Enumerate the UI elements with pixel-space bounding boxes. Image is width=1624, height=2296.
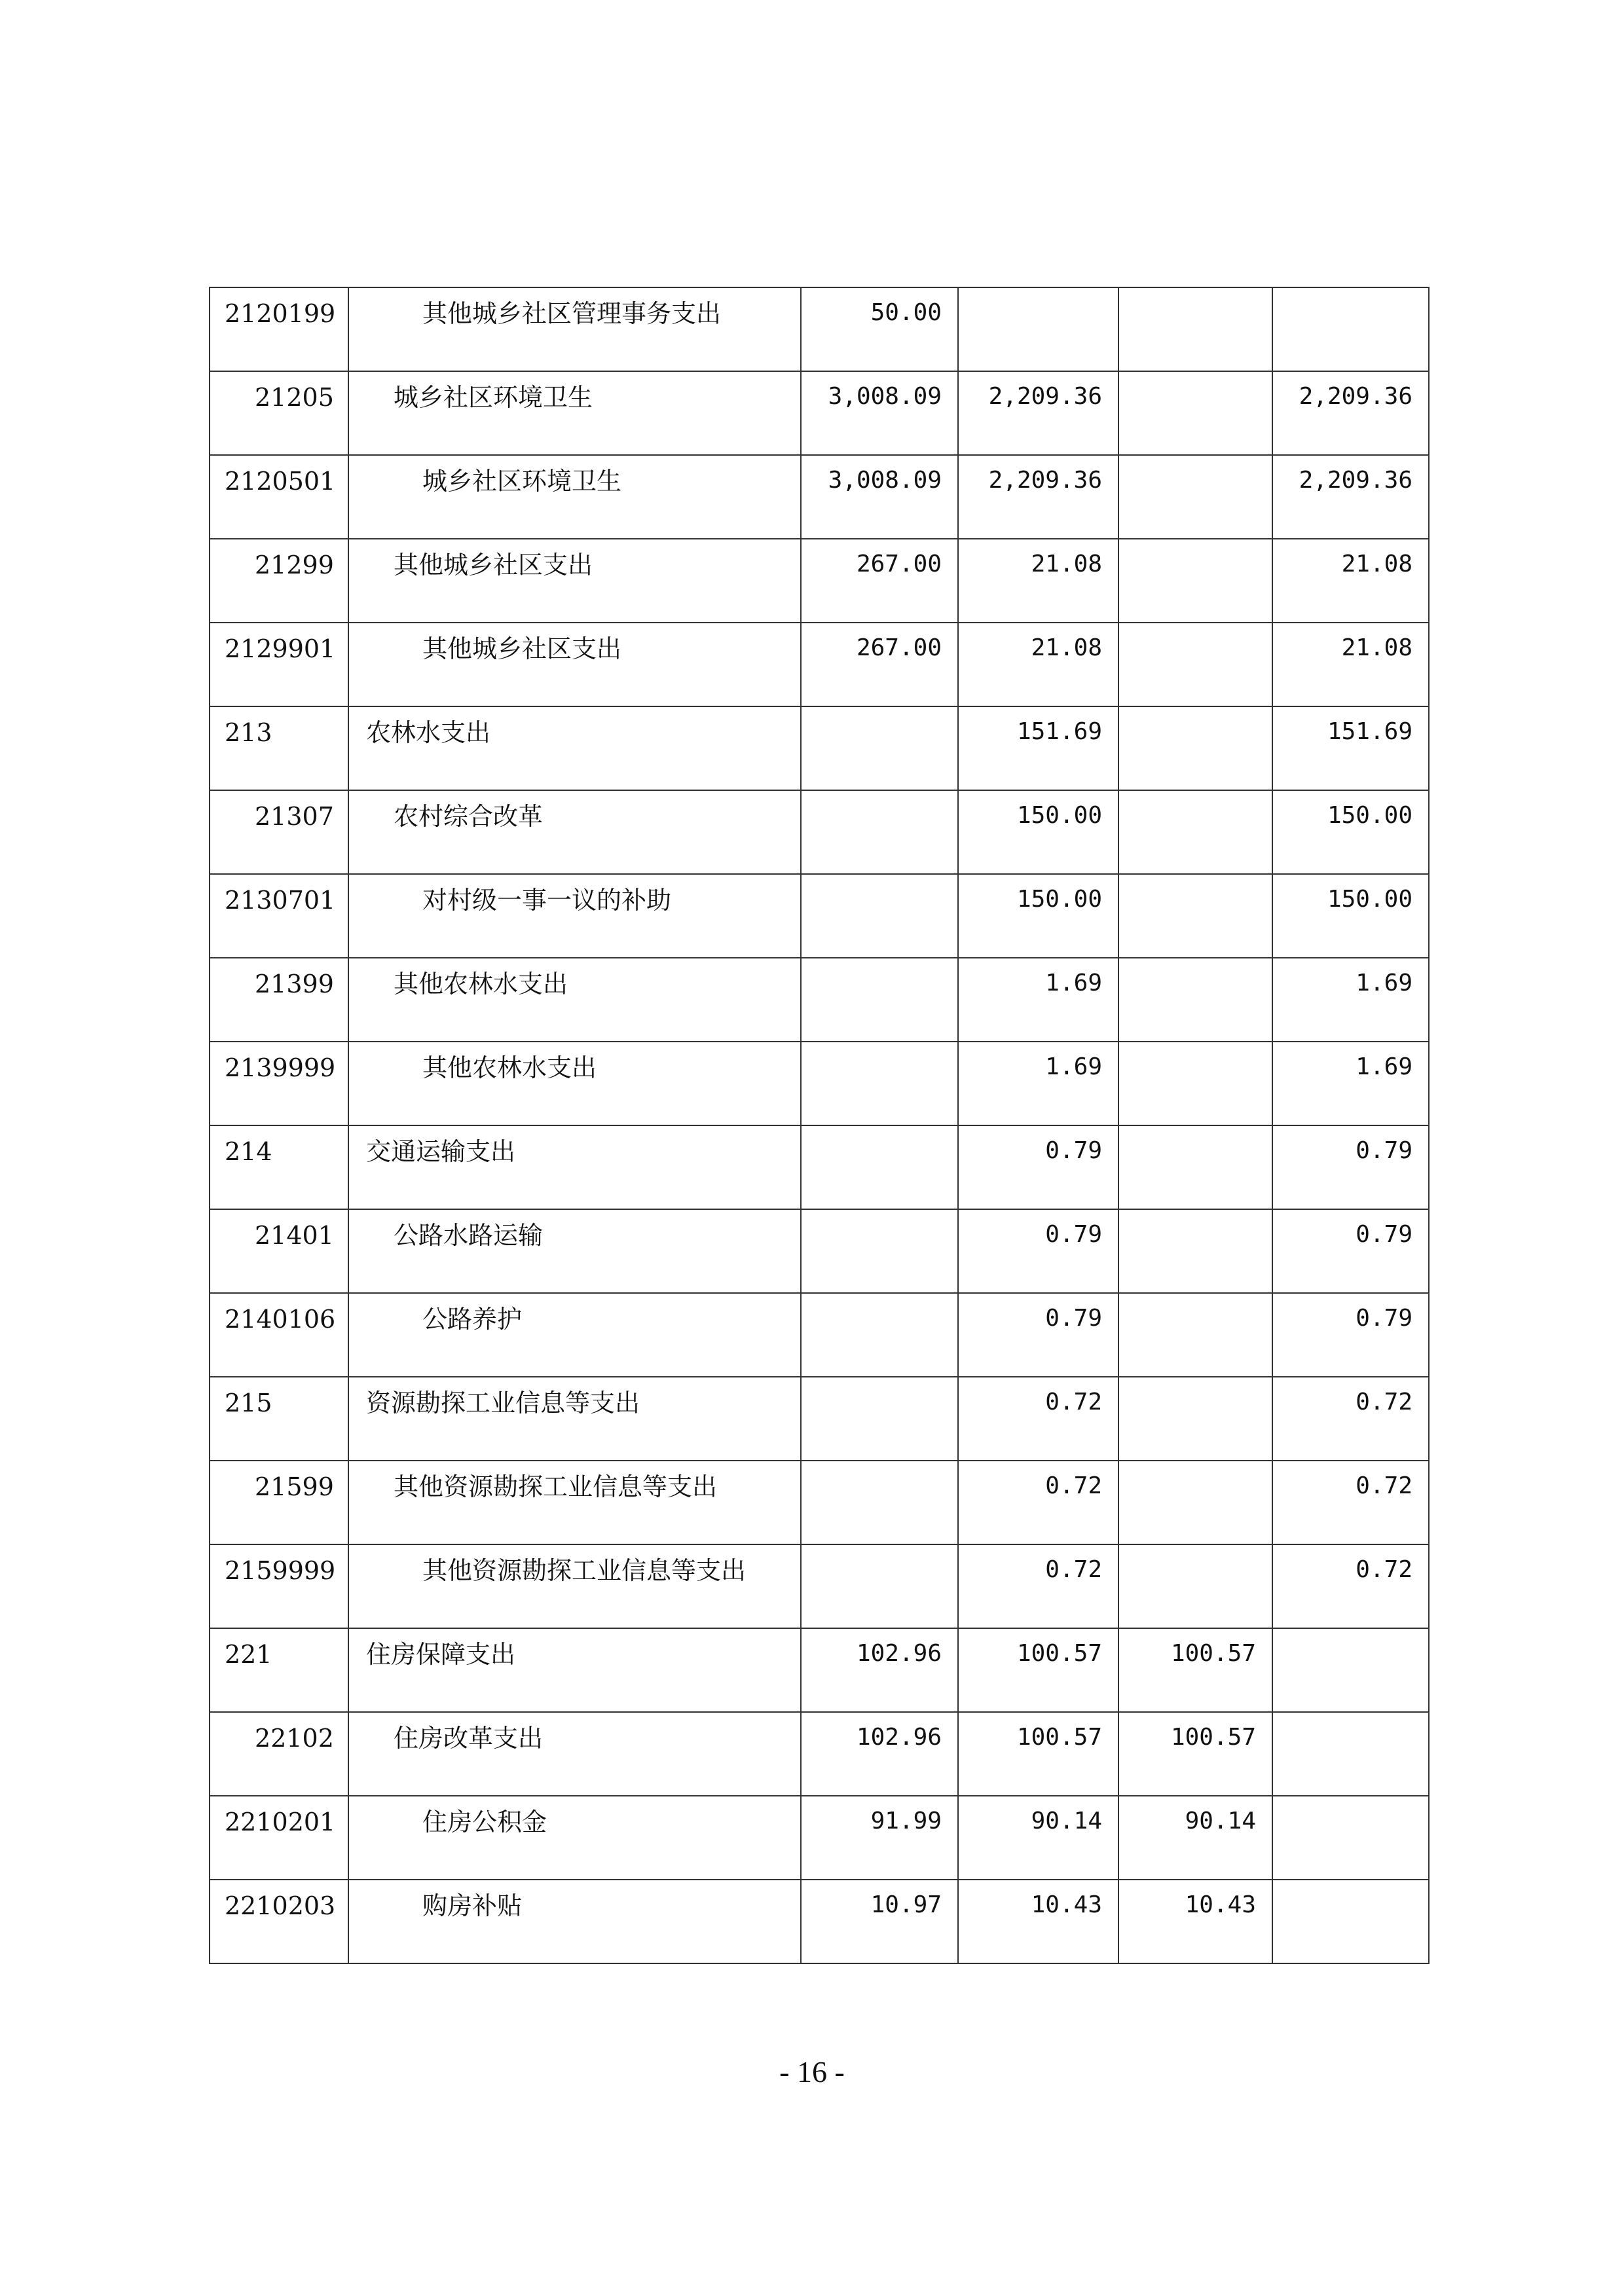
amount-cell-col4: 150.00 [1272, 790, 1429, 874]
table-row [210, 455, 1429, 539]
account-name-cell: 购房补贴 [348, 1880, 801, 1963]
amount-cell-col2: 0.79 [958, 1209, 1118, 1293]
account-name-cell: 其他资源勘探工业信息等支出 [348, 1461, 801, 1544]
account-name-cell: 住房公积金 [348, 1796, 801, 1880]
table-row [210, 371, 1429, 455]
amount-cell-col4: 0.79 [1272, 1209, 1429, 1293]
amount-cell-col2: 0.72 [958, 1544, 1118, 1628]
amount-cell-col4: 0.72 [1272, 1461, 1429, 1544]
account-name-cell: 住房改革支出 [348, 1712, 801, 1796]
amount-cell-col4: 0.79 [1272, 1293, 1429, 1377]
amount-cell-col2: 0.79 [958, 1293, 1118, 1377]
amount-cell-col1 [801, 958, 958, 1042]
amount-cell-col1 [801, 790, 958, 874]
amount-cell-col4 [1272, 1712, 1429, 1796]
account-name-cell: 公路养护 [348, 1293, 801, 1377]
amount-cell-col3 [1118, 539, 1272, 623]
amount-cell-col4: 1.69 [1272, 958, 1429, 1042]
account-name-cell: 其他城乡社区支出 [348, 539, 801, 623]
amount-cell-col3 [1118, 1461, 1272, 1544]
account-name-cell: 其他农林水支出 [348, 1042, 801, 1125]
amount-cell-col1: 10.97 [801, 1880, 958, 1963]
amount-cell-col3 [1118, 1293, 1272, 1377]
table-row [210, 1544, 1429, 1628]
account-name-cell: 城乡社区环境卫生 [348, 455, 801, 539]
amount-cell-col3 [1118, 1544, 1272, 1628]
amount-cell-col4: 2,209.36 [1272, 455, 1429, 539]
account-code-cell: 215 [210, 1377, 348, 1461]
amount-cell-col1: 102.96 [801, 1712, 958, 1796]
amount-cell-col3 [1118, 1042, 1272, 1125]
account-code-cell: 2130701 [210, 874, 348, 958]
amount-cell-col1: 50.00 [801, 287, 958, 371]
table-row [210, 1042, 1429, 1125]
account-code-cell: 2129901 [210, 623, 348, 706]
account-name-cell: 其他农林水支出 [348, 958, 801, 1042]
amount-cell-col2: 1.69 [958, 1042, 1118, 1125]
amount-cell-col2: 0.72 [958, 1461, 1118, 1544]
amount-cell-col3: 100.57 [1118, 1712, 1272, 1796]
amount-cell-col4 [1272, 1628, 1429, 1712]
amount-cell-col2: 100.57 [958, 1712, 1118, 1796]
amount-cell-col4: 150.00 [1272, 874, 1429, 958]
amount-cell-col3: 10.43 [1118, 1880, 1272, 1963]
account-code-cell: 2140106 [210, 1293, 348, 1377]
account-name-cell: 资源勘探工业信息等支出 [348, 1377, 801, 1461]
amount-cell-col4: 0.79 [1272, 1125, 1429, 1209]
amount-cell-col2: 2,209.36 [958, 371, 1118, 455]
amount-cell-col3 [1118, 958, 1272, 1042]
amount-cell-col3 [1118, 1209, 1272, 1293]
amount-cell-col1: 3,008.09 [801, 455, 958, 539]
table-row [210, 287, 1429, 371]
budget-table [209, 287, 1430, 1964]
amount-cell-col2: 21.08 [958, 623, 1118, 706]
amount-cell-col4 [1272, 1796, 1429, 1880]
amount-cell-col1 [801, 706, 958, 790]
amount-cell-col3 [1118, 371, 1272, 455]
account-code-cell: 221 [210, 1628, 348, 1712]
table-row [210, 1209, 1429, 1293]
amount-cell-col3 [1118, 287, 1272, 371]
table-row [210, 1125, 1429, 1209]
amount-cell-col2: 1.69 [958, 958, 1118, 1042]
table-row [210, 874, 1429, 958]
amount-cell-col2: 151.69 [958, 706, 1118, 790]
amount-cell-col1 [801, 1209, 958, 1293]
amount-cell-col1: 3,008.09 [801, 371, 958, 455]
amount-cell-col3 [1118, 623, 1272, 706]
account-name-cell: 城乡社区环境卫生 [348, 371, 801, 455]
amount-cell-col4 [1272, 1880, 1429, 1963]
account-name-cell: 对村级一事一议的补助 [348, 874, 801, 958]
account-code-cell: 2120501 [210, 455, 348, 539]
amount-cell-col1 [801, 1544, 958, 1628]
amount-cell-col1 [801, 874, 958, 958]
account-name-cell: 农林水支出 [348, 706, 801, 790]
table-row [210, 539, 1429, 623]
amount-cell-col3: 100.57 [1118, 1628, 1272, 1712]
amount-cell-col2: 90.14 [958, 1796, 1118, 1880]
amount-cell-col4: 21.08 [1272, 623, 1429, 706]
account-code-cell: 21399 [210, 958, 348, 1042]
table-row [210, 706, 1429, 790]
amount-cell-col4: 0.72 [1272, 1544, 1429, 1628]
amount-cell-col1: 91.99 [801, 1796, 958, 1880]
table-row [210, 1377, 1429, 1461]
table-row [210, 1796, 1429, 1880]
account-code-cell: 2139999 [210, 1042, 348, 1125]
amount-cell-col2: 21.08 [958, 539, 1118, 623]
amount-cell-col3 [1118, 874, 1272, 958]
account-name-cell: 其他城乡社区支出 [348, 623, 801, 706]
amount-cell-col1 [801, 1293, 958, 1377]
amount-cell-col3 [1118, 1125, 1272, 1209]
amount-cell-col2: 10.43 [958, 1880, 1118, 1963]
amount-cell-col2: 150.00 [958, 790, 1118, 874]
amount-cell-col4: 2,209.36 [1272, 371, 1429, 455]
amount-cell-col1 [801, 1377, 958, 1461]
account-code-cell: 2210201 [210, 1796, 348, 1880]
amount-cell-col1 [801, 1125, 958, 1209]
account-code-cell: 214 [210, 1125, 348, 1209]
table-row [210, 1880, 1429, 1963]
account-code-cell: 21299 [210, 539, 348, 623]
account-name-cell: 其他资源勘探工业信息等支出 [348, 1544, 801, 1628]
amount-cell-col1: 267.00 [801, 623, 958, 706]
account-name-cell: 其他城乡社区管理事务支出 [348, 287, 801, 371]
amount-cell-col4: 1.69 [1272, 1042, 1429, 1125]
amount-cell-col4: 0.72 [1272, 1377, 1429, 1461]
amount-cell-col1: 267.00 [801, 539, 958, 623]
amount-cell-col3: 90.14 [1118, 1796, 1272, 1880]
account-code-cell: 21307 [210, 790, 348, 874]
table-row [210, 790, 1429, 874]
amount-cell-col4: 151.69 [1272, 706, 1429, 790]
account-code-cell: 21205 [210, 371, 348, 455]
account-code-cell: 213 [210, 706, 348, 790]
account-name-cell: 交通运输支出 [348, 1125, 801, 1209]
table-row [210, 1461, 1429, 1544]
amount-cell-col1: 102.96 [801, 1628, 958, 1712]
amount-cell-col3 [1118, 1377, 1272, 1461]
account-name-cell: 公路水路运输 [348, 1209, 801, 1293]
account-code-cell: 22102 [210, 1712, 348, 1796]
amount-cell-col1 [801, 1461, 958, 1544]
amount-cell-col3 [1118, 790, 1272, 874]
table-row [210, 1628, 1429, 1712]
amount-cell-col2: 0.72 [958, 1377, 1118, 1461]
amount-cell-col2 [958, 287, 1118, 371]
amount-cell-col1 [801, 1042, 958, 1125]
amount-cell-col4 [1272, 287, 1429, 371]
account-name-cell: 农村综合改革 [348, 790, 801, 874]
amount-cell-col3 [1118, 455, 1272, 539]
account-code-cell: 2159999 [210, 1544, 348, 1628]
account-code-cell: 21599 [210, 1461, 348, 1544]
amount-cell-col4: 21.08 [1272, 539, 1429, 623]
amount-cell-col2: 150.00 [958, 874, 1118, 958]
amount-cell-col2: 2,209.36 [958, 455, 1118, 539]
amount-cell-col2: 0.79 [958, 1125, 1118, 1209]
table-row [210, 1293, 1429, 1377]
table-row [210, 1712, 1429, 1796]
account-code-cell: 2120199 [210, 287, 348, 371]
account-code-cell: 2210203 [210, 1880, 348, 1963]
account-code-cell: 21401 [210, 1209, 348, 1293]
page-number: - 16 - [779, 2055, 845, 2088]
amount-cell-col3 [1118, 706, 1272, 790]
amount-cell-col2: 100.57 [958, 1628, 1118, 1712]
table-row [210, 958, 1429, 1042]
account-name-cell: 住房保障支出 [348, 1628, 801, 1712]
table-row [210, 623, 1429, 706]
